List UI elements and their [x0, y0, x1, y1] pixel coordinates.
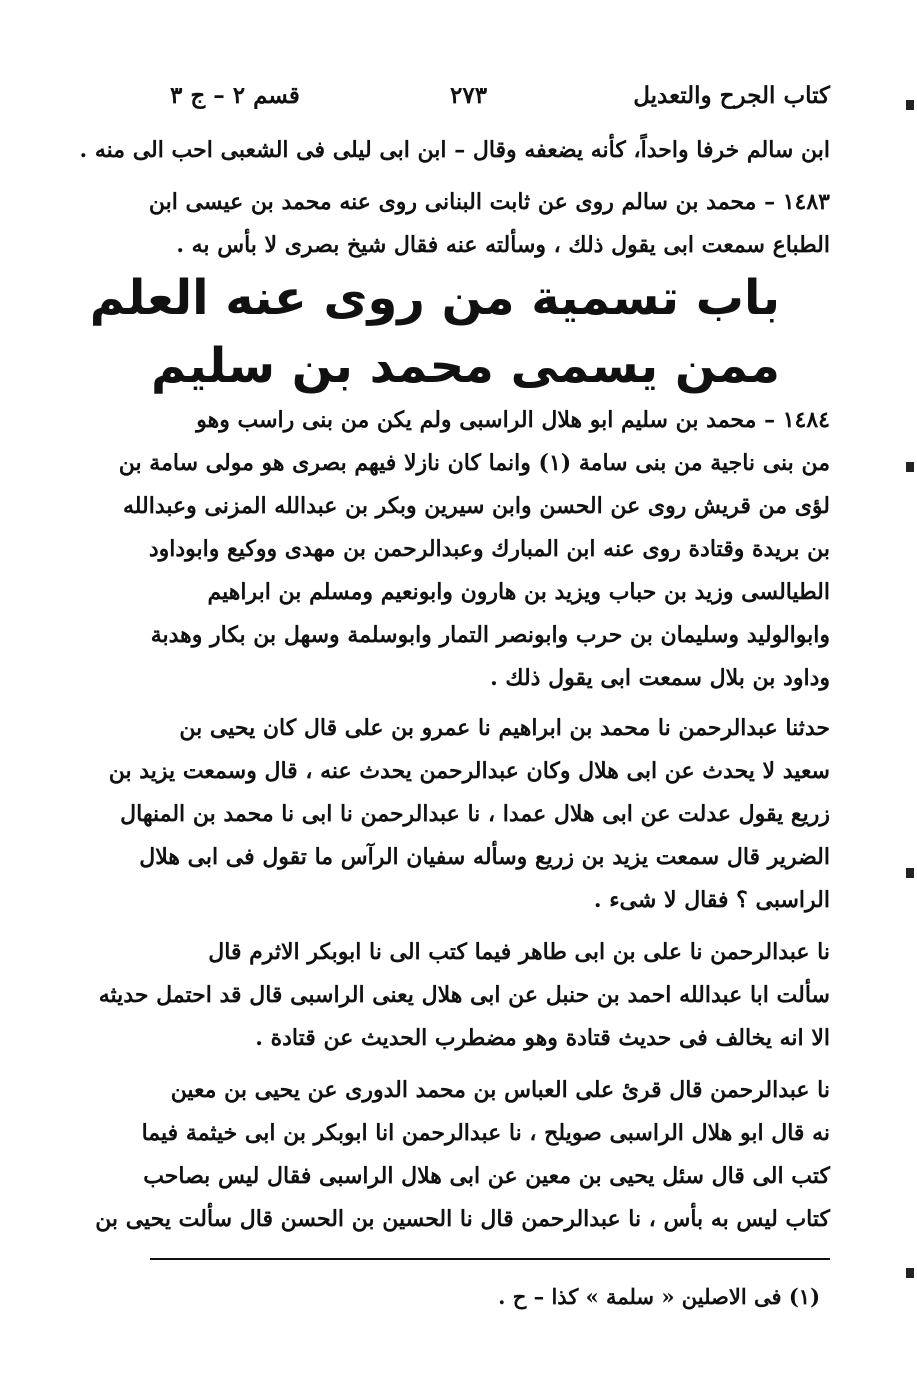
chapter-heading-line1: باب تسمية من روى عنه العلم — [89, 270, 780, 326]
text-line: الضرير قال سمعت يزيد بن زريع وسأله سفيان الرآس ما تقول فى ابى هلال — [139, 844, 830, 870]
chapter-heading-line2: ممن يسمى محمد بن سليم — [150, 338, 780, 394]
text-line: الطباع سمعت ابى يقول ذلك ، وسألته عنه فقال شيخ بصرى لا بأس به . — [176, 232, 830, 258]
text-line: لؤى من قريش روى عن الحسن وابن سيرين وبكر بن عبدالله المزنى وعبدالله — [122, 493, 830, 519]
text-line: الراسبى ؟ فقال لا شىء . — [593, 887, 830, 913]
text-line: بن بريدة وقتادة روى عنه ابن المبارك وعبدالرحمن بن مهدى ووكيع وابوداود — [148, 536, 830, 562]
page-header — [150, 82, 830, 114]
text-line: وداود بن بلال سمعت ابى يقول ذلك . — [490, 665, 830, 691]
entry-1484-line: ١٤٨٤ – محمد بن سليم ابو هلال الراسبى ولم يكن من بنى راسب وهو — [196, 407, 830, 433]
text-line: نه قال ابو هلال الراسبى صويلح ، نا عبدالرحمن انا ابوبكر بن ابى خيثمة فيما — [141, 1120, 830, 1146]
text-line: نا عبدالرحمن قال قرئ على العباس بن محمد الدورى عن يحيى بن معين — [170, 1077, 830, 1103]
text-line: الطيالسى وزيد بن حباب ويزيد بن هارون وابونعيم ومسلم بن ابراهيم — [207, 579, 830, 605]
text-line: سعيد لا يحدث عن ابى هلال وكان عبدالرحمن يحدث عنه ، قال وسمعت يزيد بن — [108, 758, 830, 784]
footnote: (١) فى الاصلين « سلمة » كذا – ح . — [498, 1284, 820, 1309]
book-title: كتاب الجرح والتعديل — [633, 82, 830, 109]
text-line: زريع يقول عدلت عن ابى هلال عمدا ، نا عبدالرحمن نا ابى نا محمد بن المنهال — [120, 801, 830, 827]
page-number: ٢٧٣ — [450, 82, 488, 109]
text-line: ابن سالم خرفا واحداً، كأنه يضعفه وقال – ابن ابى ليلى فى الشعبى احب الى منه . — [79, 137, 830, 163]
footnote-divider — [150, 1258, 830, 1260]
scan-mark — [906, 100, 914, 110]
text-line: من بنى ناجية من بنى سامة (١) وانما كان نازلا فيهم بصرى هو مولى سامة بن — [118, 450, 830, 476]
text-line: وابوالوليد وسليمان بن حرب وابونصر التمار وابوسلمة وسهل بن بكار وهدبة — [150, 622, 830, 648]
scan-mark — [906, 1268, 914, 1278]
text-line: سألت ابا عبدالله احمد بن حنبل عن ابى هلال يعنى الراسبى قال قد احتمل حديثه — [98, 982, 830, 1008]
document-page — [79, 70, 830, 1330]
text-line: حدثنا عبدالرحمن نا محمد بن ابراهيم نا عمرو بن على قال كان يحيى بن — [179, 715, 830, 741]
scan-mark — [906, 462, 914, 472]
text-line: نا عبدالرحمن نا على بن ابى طاهر فيما كتب الى نا ابوبكر الاثرم قال — [208, 939, 830, 965]
scan-mark — [906, 868, 914, 878]
text-line: كتب الى قال سئل يحيى بن معين عن ابى هلال الراسبى فقال ليس بصاحب — [143, 1163, 830, 1189]
text-line: كتاب ليس به بأس ، نا عبدالرحمن قال نا الحسين بن الحسن قال سألت يحيى بن — [95, 1206, 830, 1232]
part-volume-label: قسم ٢ – ج ٣ — [170, 82, 300, 109]
entry-1483-line: ١٤٨٣ – محمد بن سالم روى عن ثابت البنانى روى عنه محمد بن عيسى ابن — [148, 189, 830, 215]
text-line: الا انه يخالف فى حديث قتادة وهو مضطرب الحديث عن قتادة . — [255, 1025, 830, 1051]
